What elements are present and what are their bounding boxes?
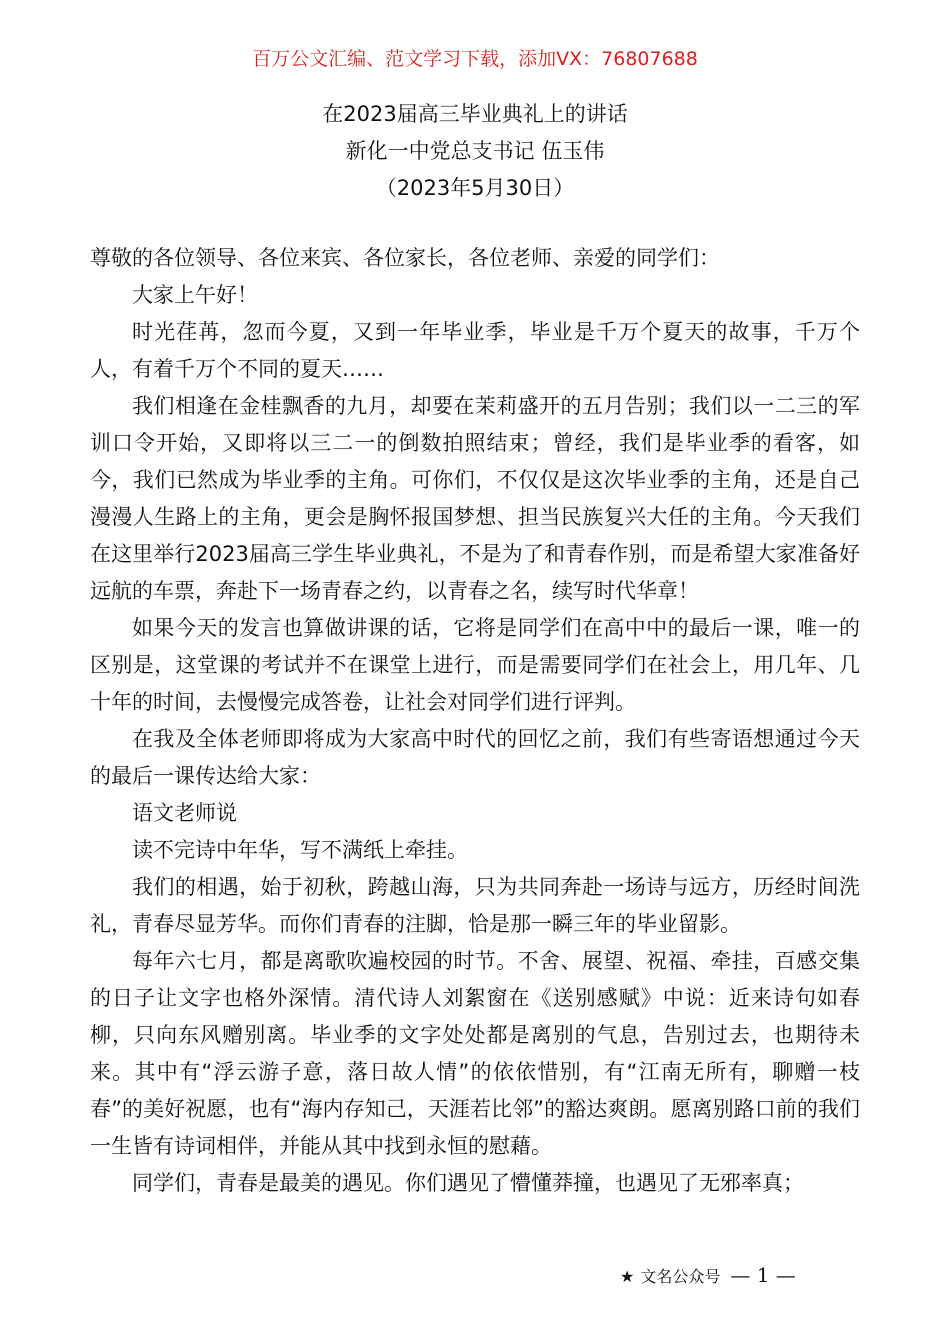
footer-source: 文名公众号	[640, 1267, 721, 1286]
page-footer	[620, 1262, 850, 1290]
watermark-banner: 百万公文汇编、范文学习下载，添加VX：76807688	[252, 48, 698, 70]
paragraph: 时光荏苒，忽而今夏，又到一年毕业季，毕业是千万个夏天的故事，千万个人，有着千万个不同的夏天……	[90, 320, 860, 381]
paragraph: 在我及全体老师即将成为大家高中时代的回忆之前，我们有些寄语想通过今天的最后一课传达给大家：	[90, 727, 860, 788]
paragraph: 同学们，青春是最美的遇见。你们遇见了懵懂莽撞，也遇见了无邪率真；	[132, 1171, 804, 1195]
paragraph: 读不完诗中年华，写不满纸上牵挂。	[132, 838, 468, 862]
paragraph: 我们相逢在金桂飘香的九月，却要在茉莉盛开的五月告别；我们以一二三的军训口令开始，又即将以三二一的倒数拍照结束；曾经，我们是毕业季的看客，如今，我们已然成为毕业季的主角。可你们，不仅仅是这次毕业季的主角，还是自己漫漫人生路上的主角，更会是胸怀报国梦想、担当民族复兴大任的主角。今天我们在这里举行2023届高三学生毕业典礼，不是为了和青春作别，而是希望大家准备好远航的车票，奔赴下一场青春之约，以青春之名，续写时代华章！	[90, 394, 860, 603]
paragraph: 语文老师说	[132, 801, 237, 825]
document-title: 在2023届高三毕业典礼上的讲话	[322, 102, 628, 126]
paragraph: 如果今天的发言也算做讲课的话，它将是同学们在高中中的最后一课，唯一的区别是，这堂课的考试并不在课堂上进行，而是需要同学们在社会上，用几年、几十年的时间，去慢慢完成答卷，让社会对同学们进行评判。	[90, 616, 860, 714]
document-body	[90, 240, 860, 1202]
page-number: — 1 —	[730, 1263, 796, 1287]
paragraph: 我们的相遇，始于初秋，跨越山海，只为共同奔赴一场诗与远方，历经时间洗礼，青春尽显芳华。而你们青春的注脚，恰是那一瞬三年的毕业留影。	[90, 875, 860, 936]
paragraph: 每年六七月，都是离歌吹遍校园的时节。不舍、展望、祝福、牵挂，百感交集的日子让文字也格外深情。清代诗人刘絮窗在《送别感赋》中说：近来诗句如春柳，只向东风赠别离。毕业季的文字处处都是离别的气息，告别过去，也期待未来。其中有“浮云游子意，落日故人情”的依依惜别，有“江南无所有，聊赠一枝春”的美好祝愿，也有“海内存知己，天涯若比邻”的豁达爽朗。愿离别路口前的我们一生皆有诗词相伴，并能从其中找到永恒的慰藉。	[90, 949, 860, 1158]
document-date: （2023年5月30日）	[375, 176, 575, 200]
paragraph: 大家上午好！	[132, 283, 258, 307]
document-author: 新化一中党总支书记 伍玉伟	[345, 139, 605, 163]
star-icon: ★	[620, 1267, 635, 1286]
salutation: 尊敬的各位领导、各位来宾、各位家长，各位老师、亲爱的同学们：	[90, 246, 720, 270]
